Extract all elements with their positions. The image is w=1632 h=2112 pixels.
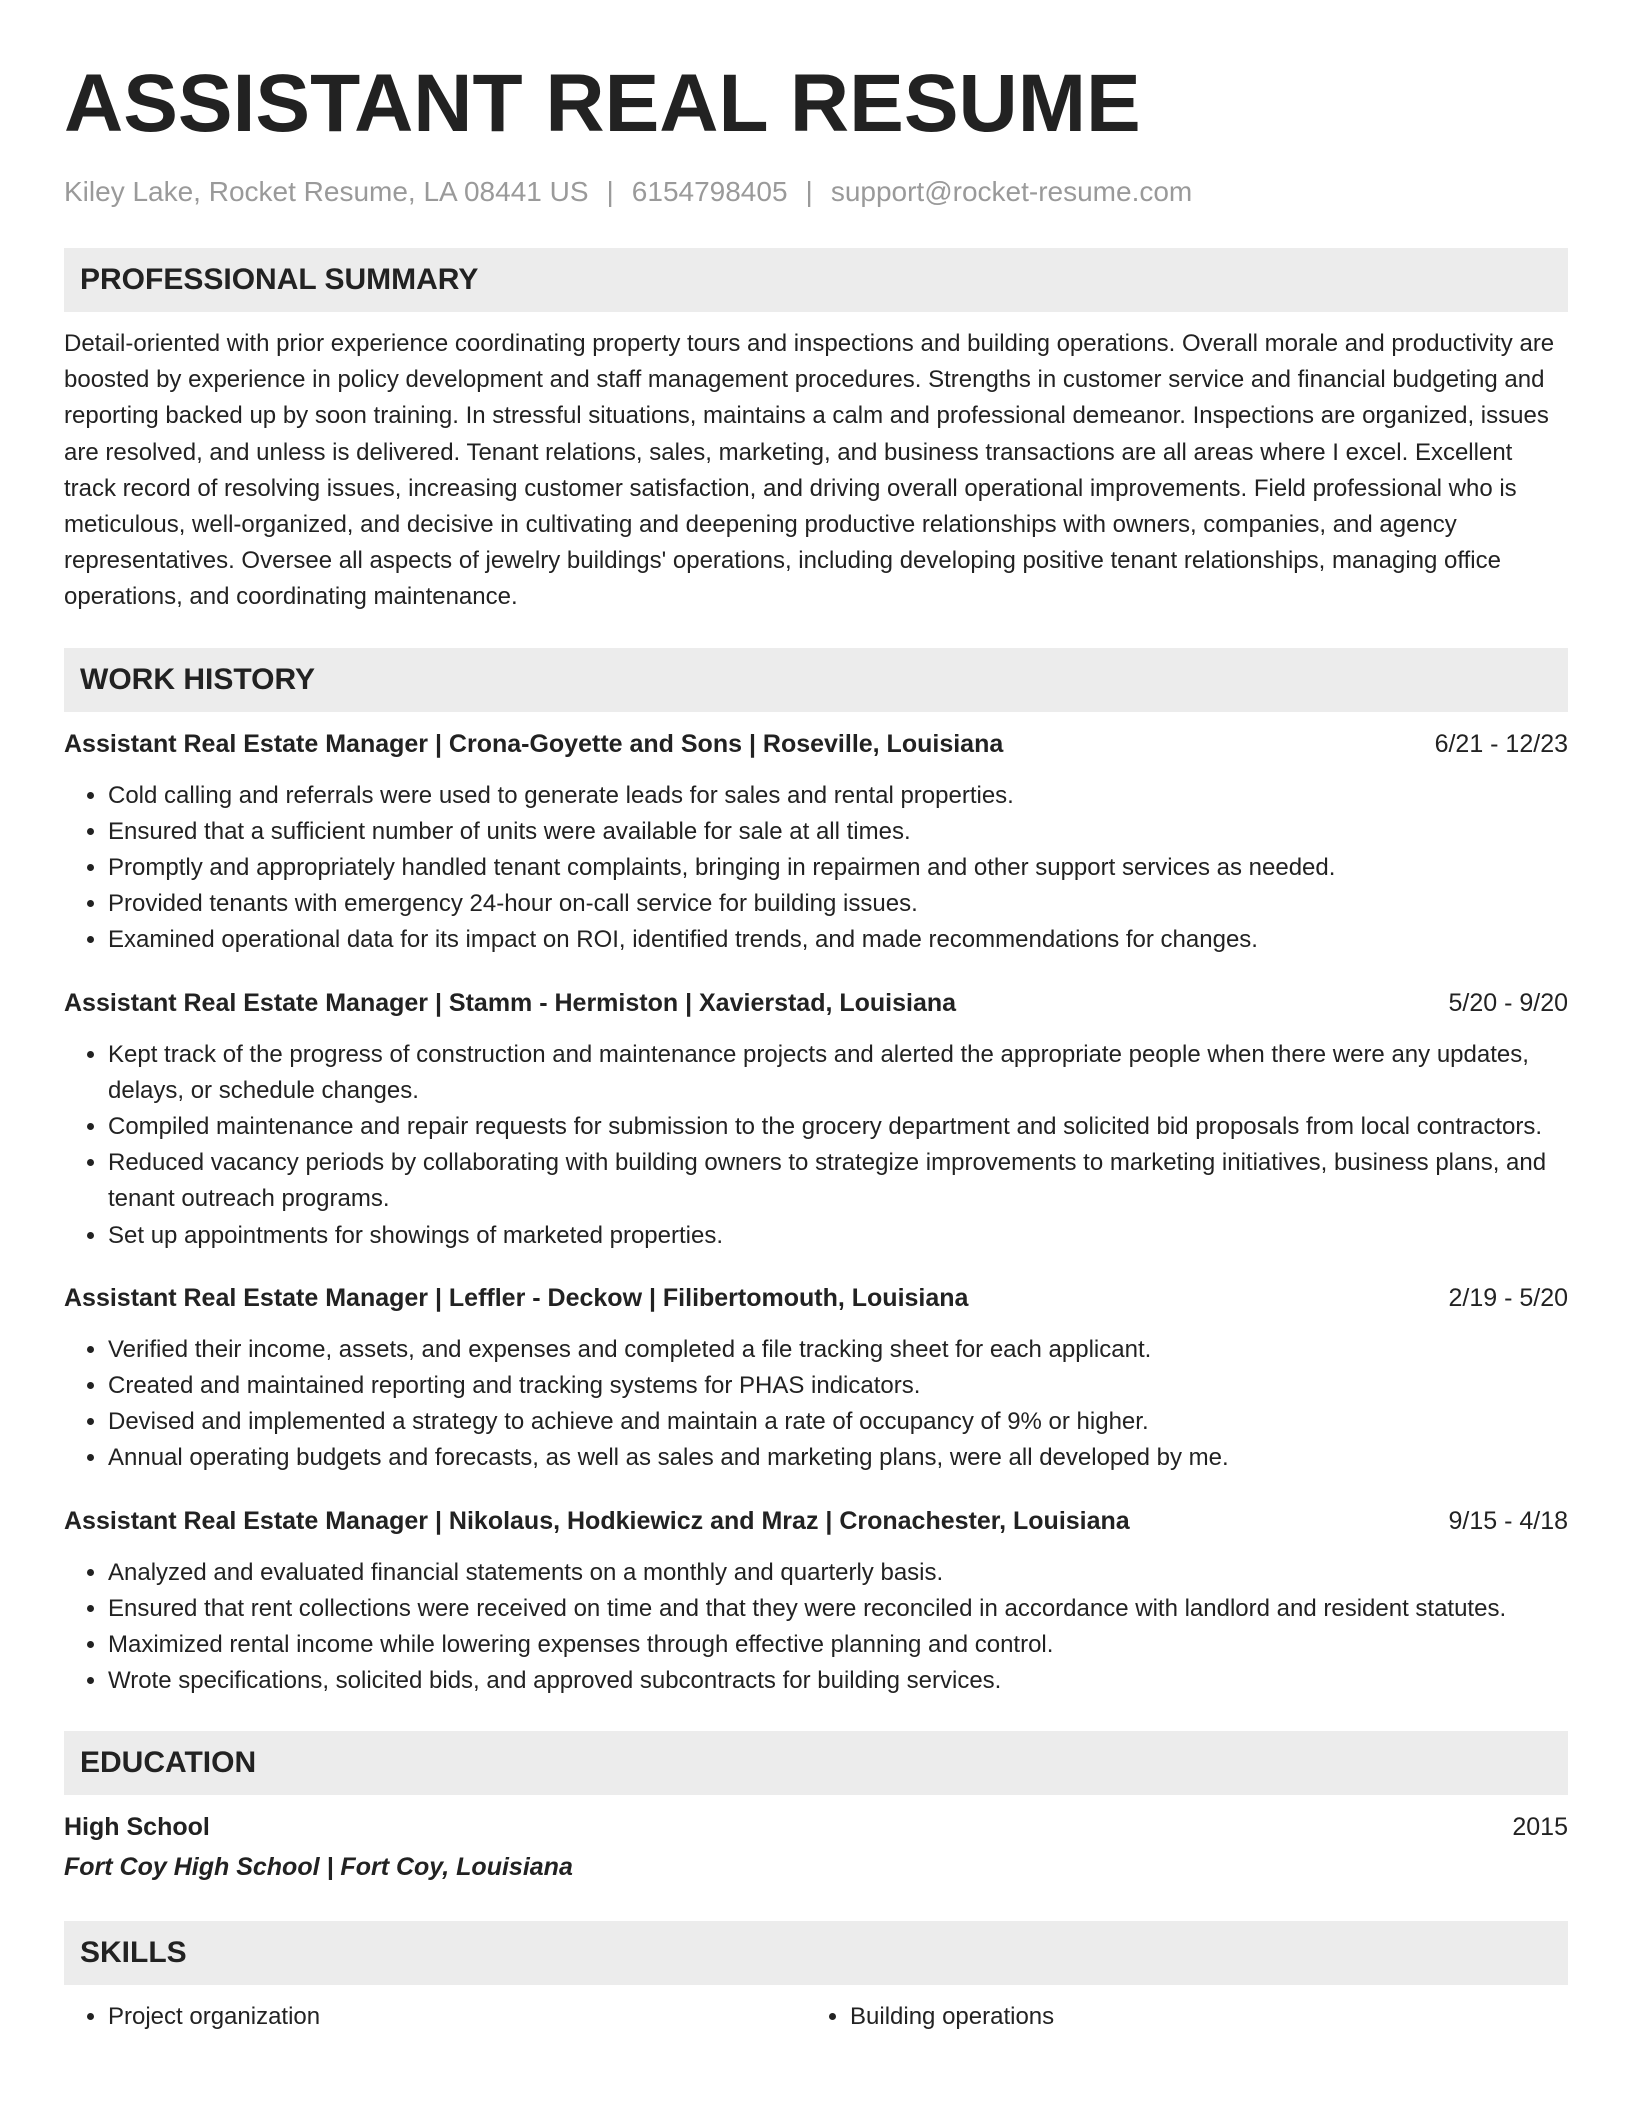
job-bullet: • Wrote specifications, solicited bids, and approved subcontracts for building services. [108,1663,1568,1699]
job-bullet: • Kept track of the progress of construction and maintenance projects and alerted the appropriate people when there were any updates, delays, or schedule changes. [108,1037,1568,1109]
job-dates: 5/20 - 9/20 [1448,988,1568,1017]
contact-line [64,174,1568,210]
resume-title: ASSISTANT REAL RESUME [64,58,1141,149]
job-header [64,985,1568,1021]
job-bullets [64,1555,1568,1700]
job-entry [64,726,1568,959]
section-heading-work-history: WORK HISTORY [64,648,1568,712]
education-section [64,1731,1568,1885]
contact-email: support@rocket-resume.com [830,176,1193,207]
job-dates: 6/21 - 12/23 [1434,729,1568,758]
job-bullet: • Compiled maintenance and repair requests for submission to the grocery department and solicited bid proposals from local contractors. [108,1109,1568,1145]
job-header [64,726,1568,762]
skills-grid [64,1999,1568,2035]
job-bullets [64,1332,1568,1477]
job-bullet: • Ensured that a sufficient number of units were available for sale at all times. [108,814,1568,850]
job-bullet: • Reduced vacancy periods by collaborating with building owners to strategize improvements to marketing initiatives, business plans, and tenant outreach programs. [108,1145,1568,1217]
job-header [64,1503,1568,1539]
job-bullets [64,1037,1568,1254]
contact-phone: 6154798405 [631,176,788,207]
job-bullet: • Analyzed and evaluated financial statements on a monthly and quarterly basis. [108,1555,1568,1591]
job-bullet: • Ensured that rent collections were received on time and that they were reconciled in accordance with landlord and resident statutes. [108,1591,1568,1627]
section-heading-education: EDUCATION [64,1731,1568,1795]
contact-address: Kiley Lake, Rocket Resume, LA 08441 US [64,176,589,207]
job-bullet: • Maximized rental income while lowering expenses through effective planning and control. [108,1627,1568,1663]
job-entry [64,1503,1568,1700]
skills-section [64,1921,1568,2035]
contact-separator: | [805,176,813,207]
job-title: Assistant Real Estate Manager | Leffler - Deckow | Filibertomouth, Louisiana [64,1283,969,1312]
job-title: Assistant Real Estate Manager | Nikolaus, Hodkiewicz and Mraz | Cronachester, Louisiana [64,1506,1130,1535]
education-year: 2015 [1512,1813,1568,1842]
education-row [64,1809,1568,1845]
job-entry [64,1280,1568,1477]
summary-text: Detail-oriented with prior experience coordinating property tours and inspections and building operations. Overall morale and productivity are boosted by experience in policy development and staff management procedures. Strengths in customer service and financial budgeting and reporting backed up by soon training. In stressful situations, maintains a calm and professional demeanor. Inspections are organized, issues are resolved, and unless is delivered. Tenant relations, sales, marketing, and business transactions are all areas where I excel. Excellent track record of resolving issues, increasing customer satisfaction, and driving overall operational improvements. Field professional who is meticulous, well-organized, and decisive in cultivating and deepening productive relationships with owners, companies, and agency representatives. Oversee all aspects of jewelry buildings' operations, including developing positive tenant relationships, managing office operations, and coordinating maintenance. [64,330,1555,611]
education-degree: High School [64,1813,210,1842]
skill-item: • Project organization [108,1999,806,2035]
section-heading-summary: PROFESSIONAL SUMMARY [64,248,1568,312]
section-heading-skills: SKILLS [64,1921,1568,1985]
job-dates: 2/19 - 5/20 [1448,1283,1568,1312]
job-bullet: • Verified their income, assets, and expenses and completed a file tracking sheet for each applicant. [108,1332,1568,1368]
job-bullet: • Created and maintained reporting and tracking systems for PHAS indicators. [108,1368,1568,1404]
job-bullet: • Cold calling and referrals were used to generate leads for sales and rental properties. [108,778,1568,814]
job-dates: 9/15 - 4/18 [1448,1506,1568,1535]
contact-separator: | [606,176,614,207]
work-history-section [64,648,1568,1700]
job-bullet: • Set up appointments for showings of marketed properties. [108,1218,1568,1254]
job-bullet: • Examined operational data for its impact on ROI, identified trends, and made recommendations for changes. [108,922,1568,958]
job-bullet: • Devised and implemented a strategy to achieve and maintain a rate of occupancy of 9% or higher. [108,1404,1568,1440]
job-title: Assistant Real Estate Manager | Stamm - Hermiston | Xavierstad, Louisiana [64,988,957,1017]
skills-column-left [64,1999,806,2035]
job-bullet: • Promptly and appropriately handled tenant complaints, bringing in repairmen and other support services as needed. [108,850,1568,886]
job-header [64,1280,1568,1316]
education-school: Fort Coy High School | Fort Coy, Louisiana [64,1853,573,1882]
job-bullet: • Annual operating budgets and forecasts, as well as sales and marketing plans, were all developed by me. [108,1440,1568,1476]
job-title: Assistant Real Estate Manager | Crona-Goyette and Sons | Roseville, Louisiana [64,729,1004,758]
skills-column-right [806,1999,1548,2035]
summary-section [64,248,1568,616]
job-entry [64,985,1568,1254]
skill-item: • Building operations [850,1999,1548,2035]
job-bullets [64,778,1568,959]
job-bullet: • Provided tenants with emergency 24-hour on-call service for building issues. [108,886,1568,922]
